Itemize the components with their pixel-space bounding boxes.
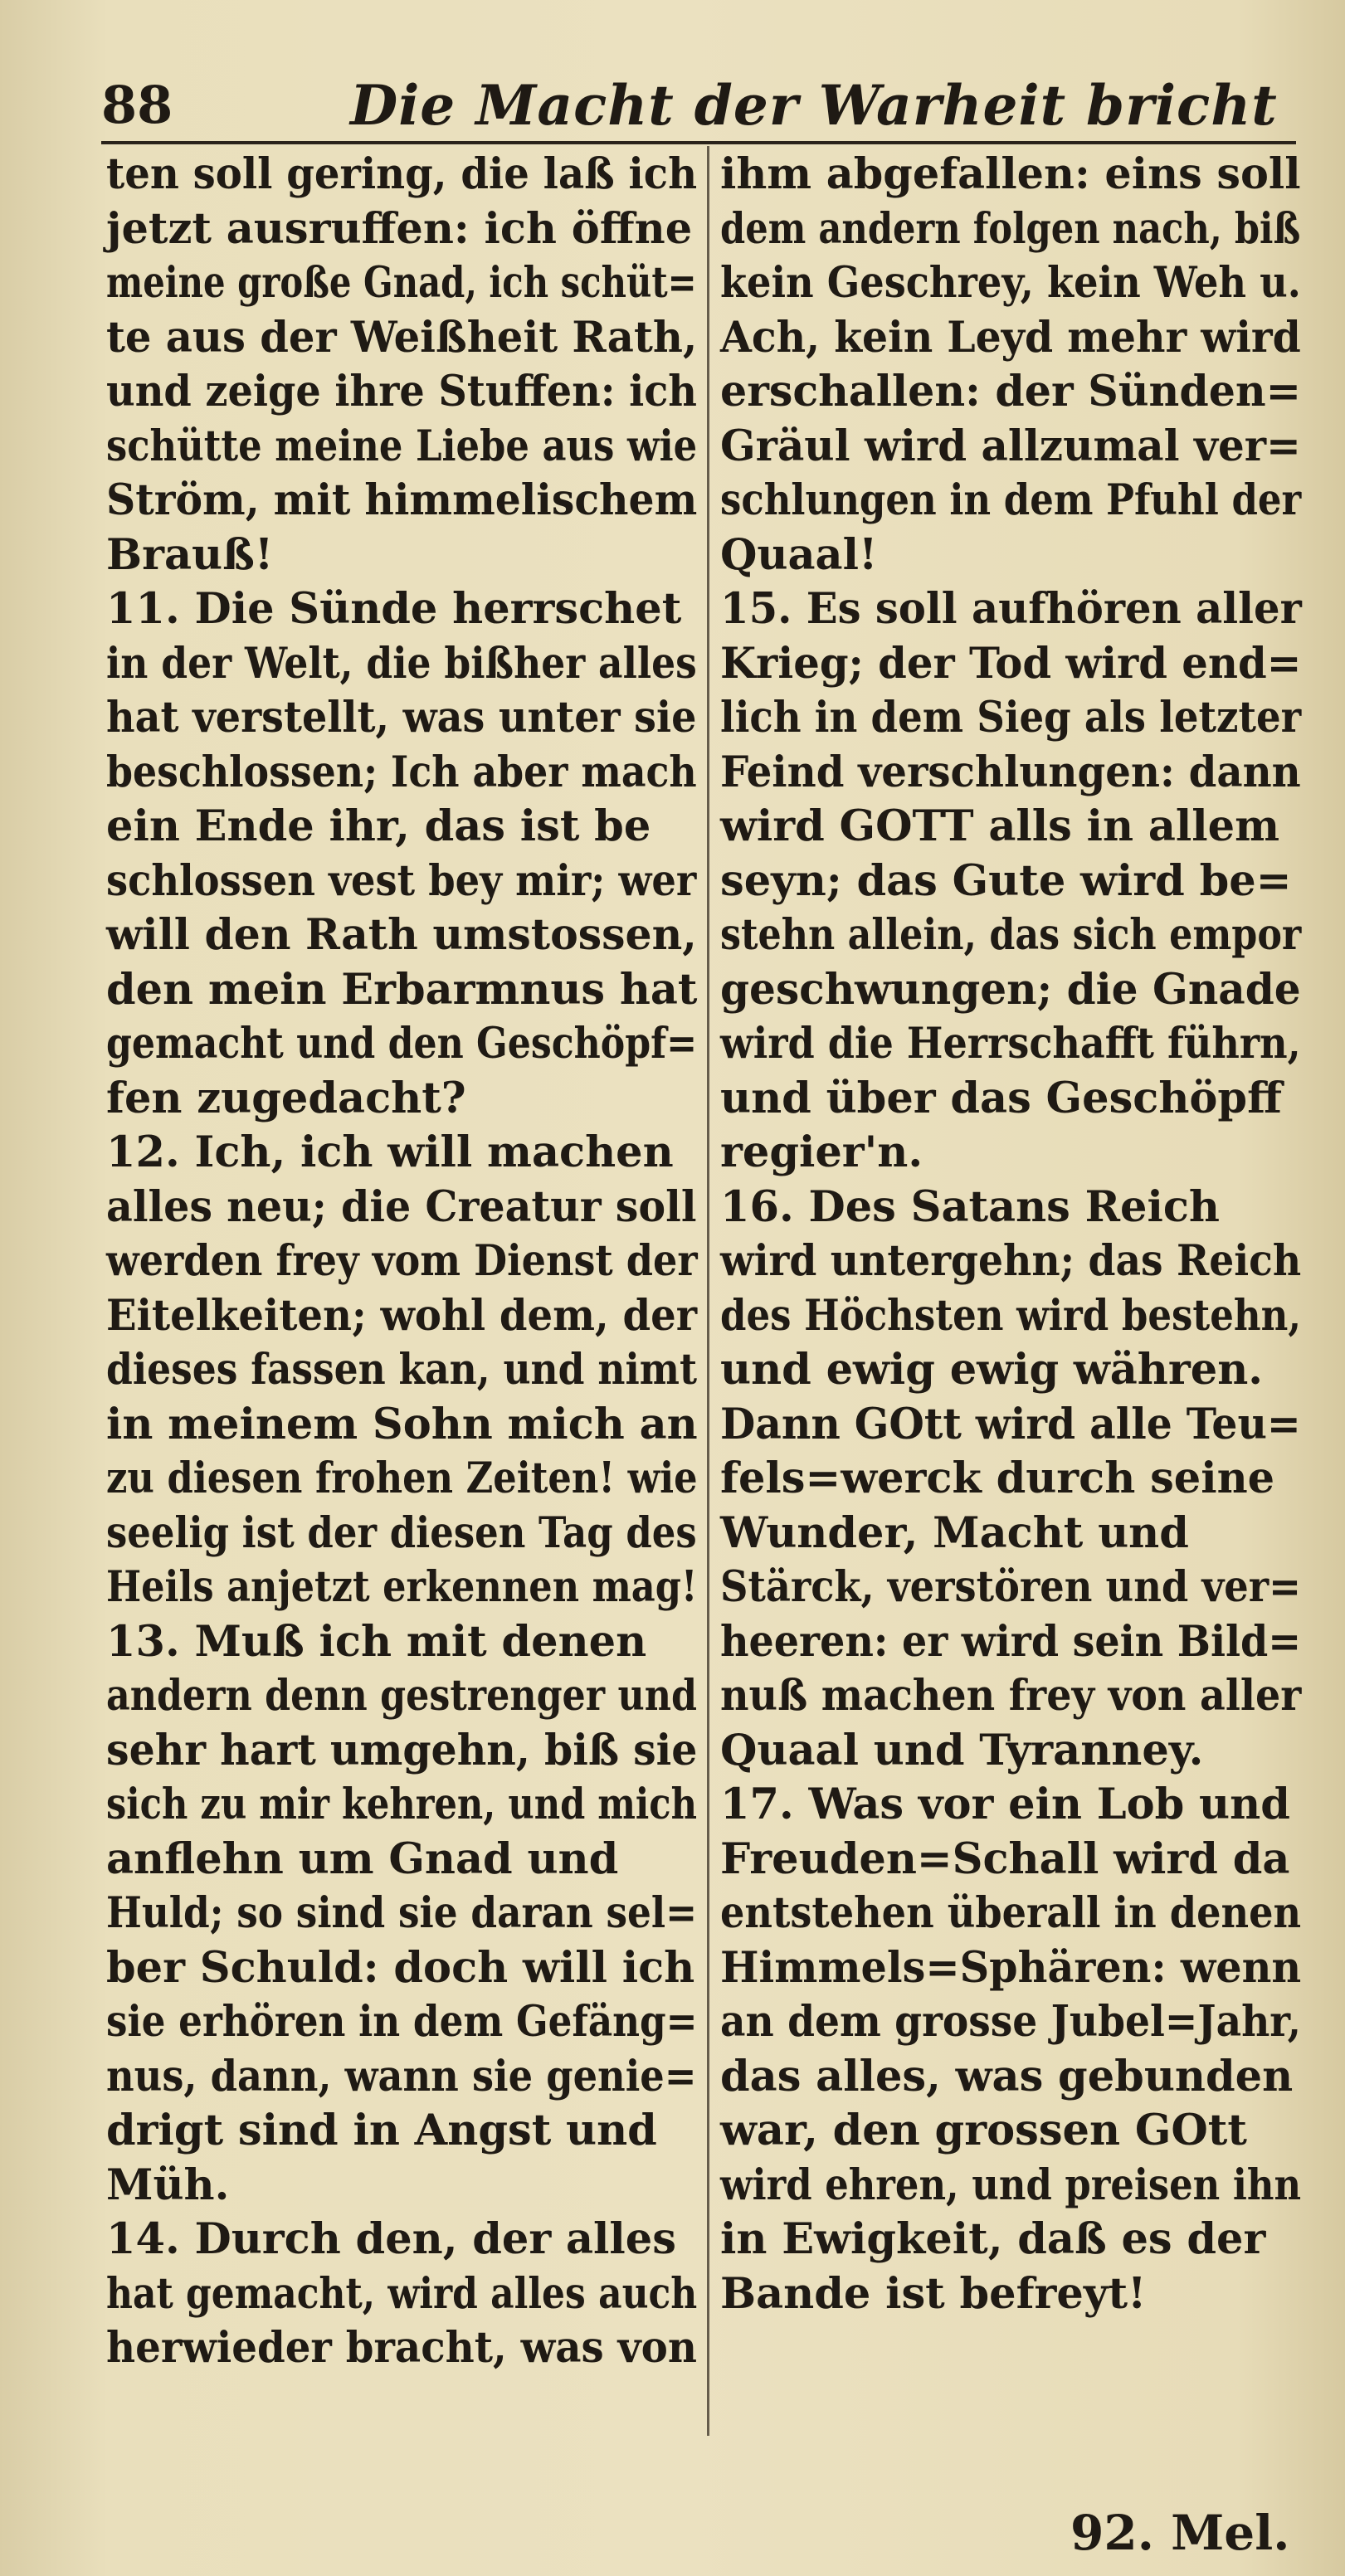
text-line: will den Rath umstossen, [106,910,697,960]
text-line: ber Schuld: doch will ich [106,1942,695,1993]
text-line: in der Welt, die bißher alles [106,638,697,689]
text-line: schlossen vest bey mir; wer [106,855,697,906]
text-line: schlungen in dem Pfuhl der [720,475,1302,525]
text-line: Heils anjetzt erkennen mag! [106,1562,698,1612]
text-line: sehr hart umgehn, biß sie [106,1725,698,1775]
text-line: sie erhören in dem Gefäng= [106,1997,698,2047]
text-line: entstehen überall in denen [720,1888,1302,1938]
text-line: Himmels=Sphären: wenn [720,1942,1302,1993]
running-head: Die Macht der Warheit bricht [350,73,1278,138]
text-line: heeren: er wird sein Bild= [720,1616,1302,1667]
text-line: zu diesen frohen Zeiten! wie [106,1454,698,1503]
text-line: und über das Geschöpff [720,1073,1282,1123]
text-line: ein Ende ihr, das ist be [106,801,651,851]
text-line: und ewig ewig währen. [720,1345,1264,1395]
text-line: andern denn gestrenger und [106,1671,697,1721]
text-line: nuß machen frey von aller [720,1671,1302,1721]
text-line: sich zu mir kehren, und mich [106,1780,697,1829]
text-line: dem andern folgen nach, biß [720,203,1301,254]
text-line: regier'n. [720,1127,923,1177]
text-line: hat gemacht, wird alles auch [106,2268,698,2319]
text-line: meine große Gnad, ich schüt= [106,258,697,308]
text-line: seelig ist der diesen Tag des [106,1507,697,1558]
text-line: 12. Ich, ich will machen [106,1127,674,1177]
text-line: te aus der Weißheit Rath, [106,312,698,363]
text-line: gemacht und den Geschöpf= [106,1019,698,1069]
text-line: Stärck, verstören und ver= [720,1562,1301,1612]
header-rule [101,141,1296,144]
column-divider [707,146,709,2436]
left-column [106,148,697,2376]
text-line: Wunder, Macht und [720,1507,1189,1558]
text-line: 15. Es soll aufhören aller [720,584,1302,634]
text-line: Bande ist befreyt! [720,2268,1147,2319]
text-line: 13. Muß ich mit denen [106,1616,647,1667]
text-line: Feind verschlungen: dann [720,747,1301,797]
text-line: lich in dem Sieg als letzter [720,693,1302,743]
text-line: fen zugedacht? [106,1073,466,1123]
text-line: das alles, was gebunden [720,2051,1294,2101]
text-line: ten soll gering, die laß ich [106,149,698,199]
text-line: Ström, mit himmelischem [106,475,698,525]
text-line: alles neu; die Creatur soll [106,1181,697,1232]
text-line: anflehn um Gnad und [106,1833,619,1884]
text-line: wird die Herrschafft führn, [720,1019,1301,1069]
text-line: in meinem Sohn mich an [106,1399,698,1449]
text-line: war, den grossen GOtt [720,2106,1247,2155]
text-line: und zeige ihre Stuffen: ich [106,367,698,416]
text-line: Krieg; der Tod wird end= [720,638,1302,689]
text-line: hat verstellt, was unter sie [106,693,697,743]
text-line: den mein Erbarmnus hat [106,964,698,1015]
page-number: 88 [101,75,173,135]
text-line: wird GOTT alls in allem [720,801,1280,851]
text-line: geschwungen; die Gnade [720,964,1301,1015]
text-line: kein Geschrey, kein Weh u. [720,258,1301,308]
text-line: wird ehren, und preisen ihn [720,2160,1302,2210]
text-line: 16. Des Satans Reich [720,1181,1220,1232]
text-line: Brauß! [106,529,274,580]
text-line: Freuden=Schall wird da [720,1833,1290,1884]
page-header [101,73,1296,138]
text-line: des Höchsten wird bestehn, [720,1290,1302,1341]
text-line: drigt sind in Angst und [106,2106,657,2155]
text-line: nus, dann, wann sie genie= [106,2051,697,2101]
text-line: Ach, kein Leyd mehr wird [720,312,1301,363]
text-line: ihm abgefallen: eins soll [720,149,1301,199]
text-line: 14. Durch den, der alles [106,2214,676,2264]
text-line: beschlossen; Ich aber mach [106,747,697,797]
text-line: schütte meine Liebe aus wie [106,421,698,471]
text-line: seyn; das Gute wird be= [720,855,1292,906]
text-line: 17. Was vor ein Lob und [720,1780,1290,1829]
text-line: Dann GOtt wird alle Teu= [720,1399,1301,1449]
text-line: werden frey vom Dienst der [106,1236,698,1286]
text-line: 11. Die Sünde herrschet [106,584,682,634]
text-line: an dem grosse Jubel=Jahr, [720,1997,1302,2047]
text-line: stehn allein, das sich empor [720,910,1302,960]
text-line: herwieder bracht, was von [106,2323,697,2373]
text-line: fels=werck durch seine [720,1454,1275,1503]
text-line: in Ewigkeit, daß es der [720,2214,1266,2264]
text-line: jetzt ausruffen: ich öffne [106,203,693,254]
text-line: dieses fassen kan, und nimt [106,1345,698,1395]
text-line: Quaal und Tyranney. [720,1725,1204,1775]
text-line: Quaal! [720,529,878,580]
text-line: Müh. [106,2160,230,2210]
text-line: wird untergehn; das Reich [720,1236,1302,1286]
text-line: Eitelkeiten; wohl dem, der [106,1290,698,1341]
text-line: Huld; so sind sie daran sel= [106,1888,698,1938]
text-line: Gräul wird allzumal ver= [720,421,1301,471]
right-column [720,148,1301,2321]
text-line: erschallen: der Sünden= [720,367,1302,416]
catchword: 92. Mel. [1070,2505,1290,2561]
